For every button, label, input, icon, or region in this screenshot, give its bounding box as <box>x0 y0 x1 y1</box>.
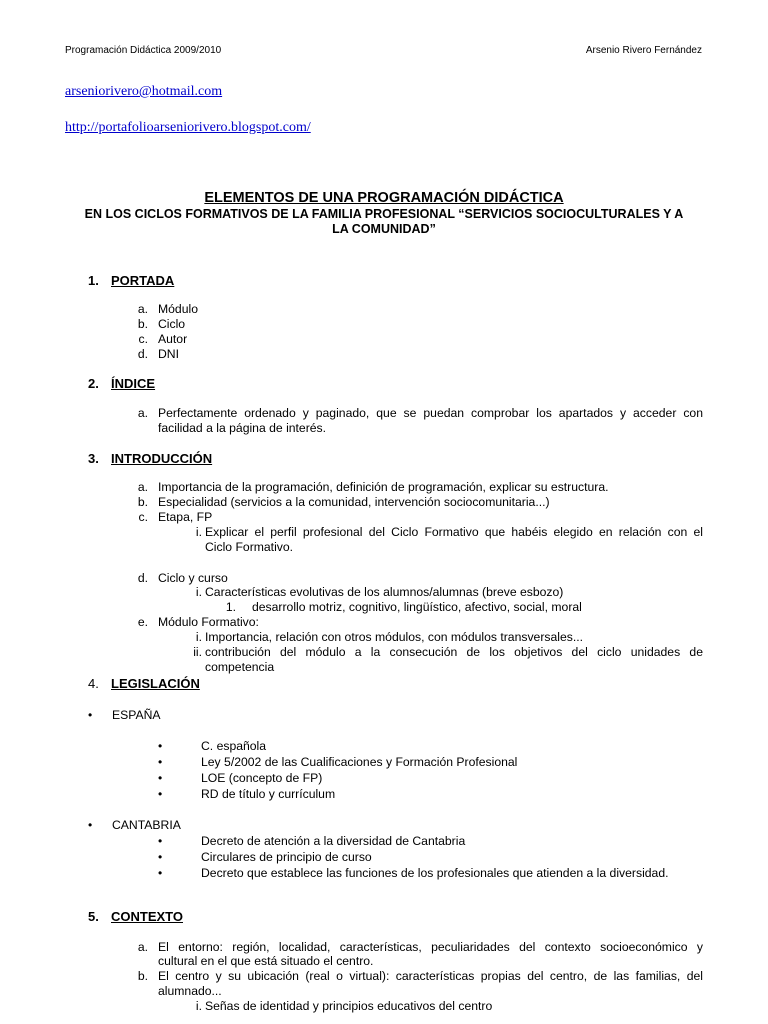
section-number: 2. <box>88 376 99 391</box>
list-item: RD de título y currículum <box>201 787 336 801</box>
list-item: El centro y su ubicación (real o virtual): características propias del centro, de las familias, del <box>158 969 703 983</box>
bullet-icon: • <box>158 755 163 769</box>
bullet-icon: • <box>158 771 163 785</box>
section-number: 4. <box>88 676 99 691</box>
list-item: Decreto que establece las funciones de los profesionales que atienden a la diversidad. <box>201 866 669 880</box>
indice-list: a. Perfectamente ordenado y paginado, que se puedan comprobar los apartados y acceder con facilidad a la página de interés. <box>137 406 703 435</box>
bullet-icon: • <box>158 834 163 848</box>
document-title: ELEMENTOS DE UNA PROGRAMACIÓN DIDÁCTICA <box>204 190 564 206</box>
header-left: Programación Didáctica 2009/2010 <box>65 45 222 56</box>
list-item: contribución del módulo a la consecución de los objetivos del ciclo unidades de <box>205 645 703 659</box>
list-item: Etapa, FP <box>158 510 213 524</box>
section-title: PORTADA <box>111 273 175 288</box>
section-number: 5. <box>88 909 99 924</box>
list-item: LOE (concepto de FP) <box>201 771 323 785</box>
list-item: Importancia, relación con otros módulos, con módulos transversales... <box>205 630 583 644</box>
list-item: CANTABRIA <box>112 818 181 832</box>
header-right: Arsenio Rivero Fernández <box>585 45 702 56</box>
bullet-icon: • <box>158 739 163 753</box>
document-subtitle-line1: EN LOS CICLOS FORMATIVOS DE LA FAMILIA PROFESIONAL “SERVICIOS SOCIOCULTURALES Y A <box>84 207 684 221</box>
introduccion-list: a. Importancia de la programación, definición de programación, explicar su estructura. b. Especialidad (servicios a la comunidad, intervención sociocomunitaria...) c. Etapa, FP i. Explicar el perfil profesional del Ciclo Formativo que habéis elegido en relación con el Ciclo Formativo. d. Ciclo y curso i. Características evolutivas de los alumnos/alumnas (breve esbozo) 1. desarrollo motriz, cognitivo, lingüístico, afectivo, social, moral e. Módulo Formativo: i. Importancia, relación con otros módulos, con módulos transversales... ii. contribución del módulo a la consecución de los objetivos del ciclo unidades de competencia <box>137 480 703 674</box>
list-item: Módulo Formativo: <box>158 615 259 629</box>
list-item: Señas de identidad y principios educativos del centro <box>205 999 493 1013</box>
email-link[interactable]: arseniorivero@hotmail.com <box>65 84 223 99</box>
bullet-icon: • <box>158 787 163 801</box>
list-item: C. española <box>201 739 267 753</box>
list-item: El entorno: región, localidad, características, peculiaridades del contexto socioeconómico y <box>158 940 703 954</box>
section-title: LEGISLACIÓN <box>111 676 200 691</box>
blog-link[interactable]: http://portafolioarseniorivero.blogspot.com/ <box>65 120 311 135</box>
document-subtitle-line2: LA COMUNIDAD” <box>332 222 436 236</box>
list-item: Circulares de principio de curso <box>201 850 372 864</box>
legislacion-list <box>88 708 708 884</box>
section-title: ÍNDICE <box>111 376 156 391</box>
list-item: Importancia de la programación, definición de programación, explicar su estructura. <box>158 480 609 494</box>
bullet-icon: • <box>88 708 93 722</box>
bullet-icon: • <box>158 866 163 880</box>
portada-list: a. Módulo b. Ciclo c. Autor d. DNI <box>137 302 198 361</box>
list-item: Características evolutivas de los alumnos/alumnas (breve esbozo) <box>205 585 564 599</box>
list-item: Decreto de atención a la diversidad de Cantabria <box>201 834 466 848</box>
list-item: Ley 5/2002 de las Cualificaciones y Formación Profesional <box>201 755 518 769</box>
section-title: CONTEXTO <box>111 909 183 924</box>
list-item: Explicar el perfil profesional del Ciclo Formativo que habéis elegido en relación con el <box>205 525 703 539</box>
contexto-list: a. El entorno: región, localidad, características, peculiaridades del contexto socioeconómico y cultural en el que está situado el centro. b. El centro y su ubicación (real o virtual): características propias del centro, de las familias, del alumnado... i. Señas de identidad y principios educativos del centro <box>137 940 703 1013</box>
list-item: Especialidad (servicios a la comunidad, intervención sociocomunitaria...) <box>158 495 550 509</box>
list-item: Ciclo y curso <box>158 571 228 585</box>
section-number: 1. <box>88 273 99 288</box>
bullet-icon: • <box>158 850 163 864</box>
list-item: desarrollo motriz, cognitivo, lingüístico, afectivo, social, moral <box>252 600 582 614</box>
section-number: 3. <box>88 451 99 466</box>
list-item: ESPAÑA <box>112 708 161 722</box>
section-title: INTRODUCCIÓN <box>111 451 213 466</box>
bullet-icon: • <box>88 818 93 832</box>
